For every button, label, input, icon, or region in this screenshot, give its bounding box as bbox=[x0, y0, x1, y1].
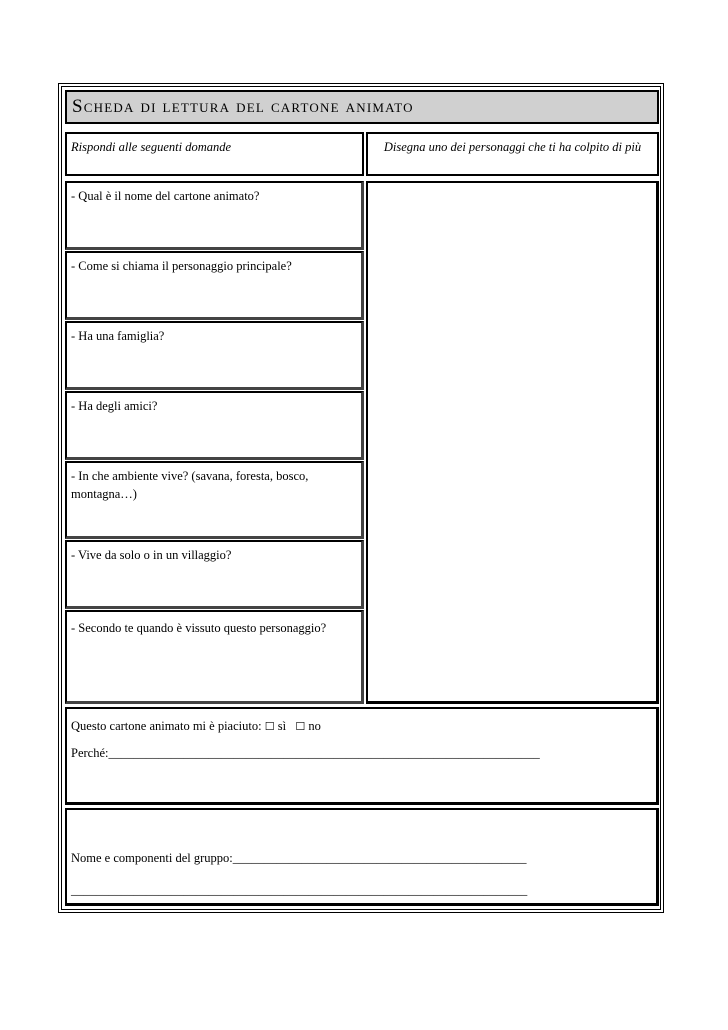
left-header-text: Rispondi alle seguenti domande bbox=[71, 140, 232, 154]
question-text: - Come si chiama il personaggio principale? bbox=[71, 259, 292, 273]
question-text: - In che ambiente vive? (savana, foresta, bosco, montagna…) bbox=[71, 469, 309, 501]
question-text: - Vive da solo o in un villaggio? bbox=[71, 548, 232, 562]
liked-section[interactable] bbox=[65, 707, 659, 805]
why-line[interactable]: Perché:_____________________________________________________________________ bbox=[71, 746, 540, 760]
liked-question-row bbox=[71, 717, 652, 736]
yes-label: sì bbox=[277, 719, 287, 733]
question-cell[interactable] bbox=[65, 251, 364, 320]
checkbox-yes-icon[interactable]: ☐ bbox=[264, 720, 275, 733]
question-cell[interactable] bbox=[65, 540, 364, 609]
group-section[interactable] bbox=[65, 808, 659, 906]
right-header-text: Disegna uno dei personaggi che ti ha colpito di più bbox=[383, 140, 642, 154]
question-text: - Qual è il nome del cartone animato? bbox=[71, 189, 260, 203]
worksheet bbox=[58, 83, 664, 913]
no-label: no bbox=[308, 719, 321, 733]
group-label-line[interactable]: Nome e componenti del gruppo:_______________________________________________ bbox=[71, 851, 527, 865]
question-cell[interactable] bbox=[65, 181, 364, 250]
liked-question: Questo cartone animato mi è piaciuto: bbox=[71, 719, 262, 733]
question-cell[interactable] bbox=[65, 610, 364, 704]
checkbox-no-icon[interactable]: ☐ bbox=[295, 720, 306, 733]
group-second-line[interactable]: _________________________________________________________________________ bbox=[71, 883, 528, 897]
left-column-header bbox=[65, 132, 364, 176]
question-cell[interactable] bbox=[65, 321, 364, 390]
question-cell[interactable] bbox=[65, 391, 364, 460]
question-text: - Ha degli amici? bbox=[71, 399, 158, 413]
question-text: - Secondo te quando è vissuto questo personaggio? bbox=[71, 621, 327, 635]
drawing-area[interactable] bbox=[366, 181, 659, 704]
worksheet-title: Scheda di lettura del cartone animato bbox=[65, 90, 659, 124]
question-text: - Ha una famiglia? bbox=[71, 329, 165, 343]
question-cell[interactable] bbox=[65, 461, 364, 539]
right-column-header bbox=[366, 132, 659, 176]
